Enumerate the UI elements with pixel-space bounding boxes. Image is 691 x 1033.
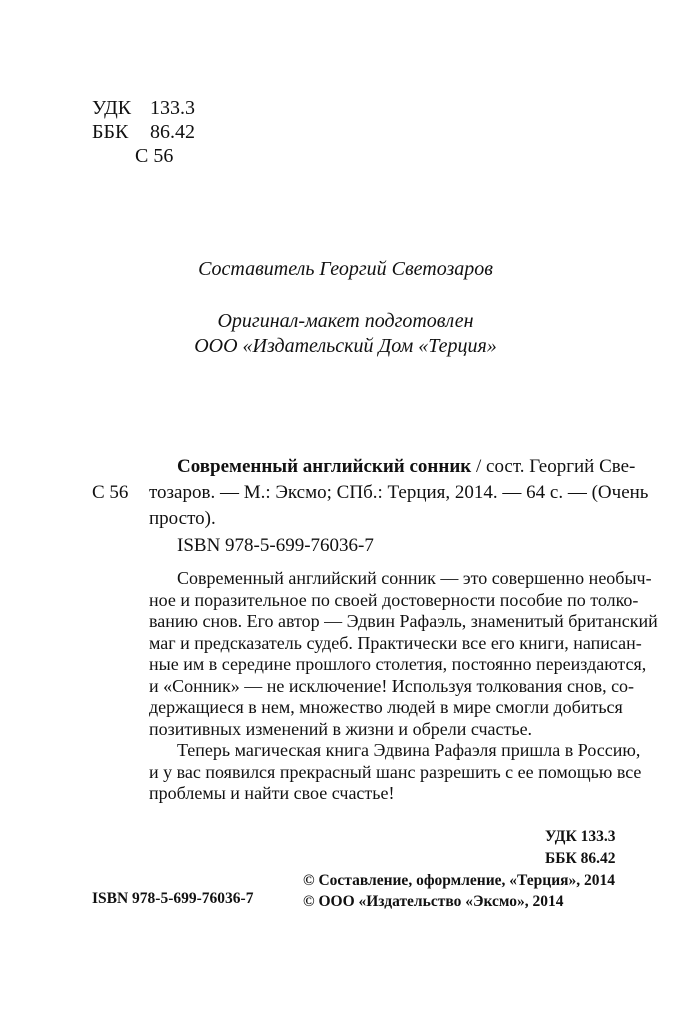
bbk-bottom: ББК 86.42 — [545, 850, 616, 867]
annotation-line: и «Сонник» — не исключение! Используя толкования снов, со- — [149, 675, 635, 696]
isbn-record: ISBN 978-5-699-76036-7 — [177, 535, 374, 556]
annotation-line: держащиеся в нем, множество людей в мире смогли добиться — [149, 697, 623, 717]
book-title: Современный английский сонник — [177, 456, 472, 477]
bbk-line-top — [92, 120, 195, 144]
biblio-line-2: тозаров. — М.: Эксмо; СПб.: Терция, 2014. — 64 с. — (Очень — [149, 482, 649, 503]
biblio-line-1 — [177, 454, 635, 480]
annotation-line: проблемы и найти свое счастье! — [149, 783, 395, 803]
author-mark: С 56 — [92, 482, 129, 503]
layout-credit-line1: Оригинал-макет подготовлен — [217, 310, 474, 332]
udk-line-top — [92, 96, 195, 120]
annotation-line: Современный английский сонник — это совершенно необыч- — [177, 568, 652, 588]
copyright-line-2: © ООО «Издательство «Эксмо», 2014 — [303, 893, 564, 910]
annotation-line: и у вас появился прекрасный шанс разрешить с ее помощью все — [149, 761, 642, 782]
layout-credit-line2: ООО «Издательский Дом «Терция» — [194, 335, 497, 357]
annotation-line: ное и поразительное по своей достоверности пособие по толко- — [149, 589, 639, 610]
udk-label: УДК — [92, 97, 132, 119]
bbk-label: ББК — [92, 121, 129, 143]
bbk-value: 86.42 — [150, 121, 195, 143]
annotation-line: ные им в середине прошлого столетия, постоянно переиздаются, — [149, 654, 647, 674]
author-mark-top: С 56 — [135, 145, 174, 167]
udk-value: 133.3 — [150, 97, 195, 119]
annotation-line: маг и предсказатель судеб. Практически все его книги, написан- — [149, 632, 642, 653]
biblio-line-3: просто). — [149, 508, 216, 529]
biblio-line-1-rest: / сост. Георгий Све- — [471, 456, 636, 477]
annotation-line: позитивных изменений в жизни и обрели счастье. — [149, 718, 533, 739]
compiler-credit: Составитель Георгий Светозаров — [198, 258, 493, 280]
udk-bottom: УДК 133.3 — [545, 828, 616, 845]
annotation-line: Теперь магическая книга Эдвина Рафаэля пришла в Россию, — [177, 740, 641, 760]
isbn-footer: ISBN 978-5-699-76036-7 — [92, 890, 254, 907]
annotation-line: ванию снов. Его автор — Эдвин Рафаэль, знаменитый британский — [149, 611, 658, 631]
copyright-line-1: © Составление, оформление, «Терция», 2014 — [303, 872, 616, 889]
